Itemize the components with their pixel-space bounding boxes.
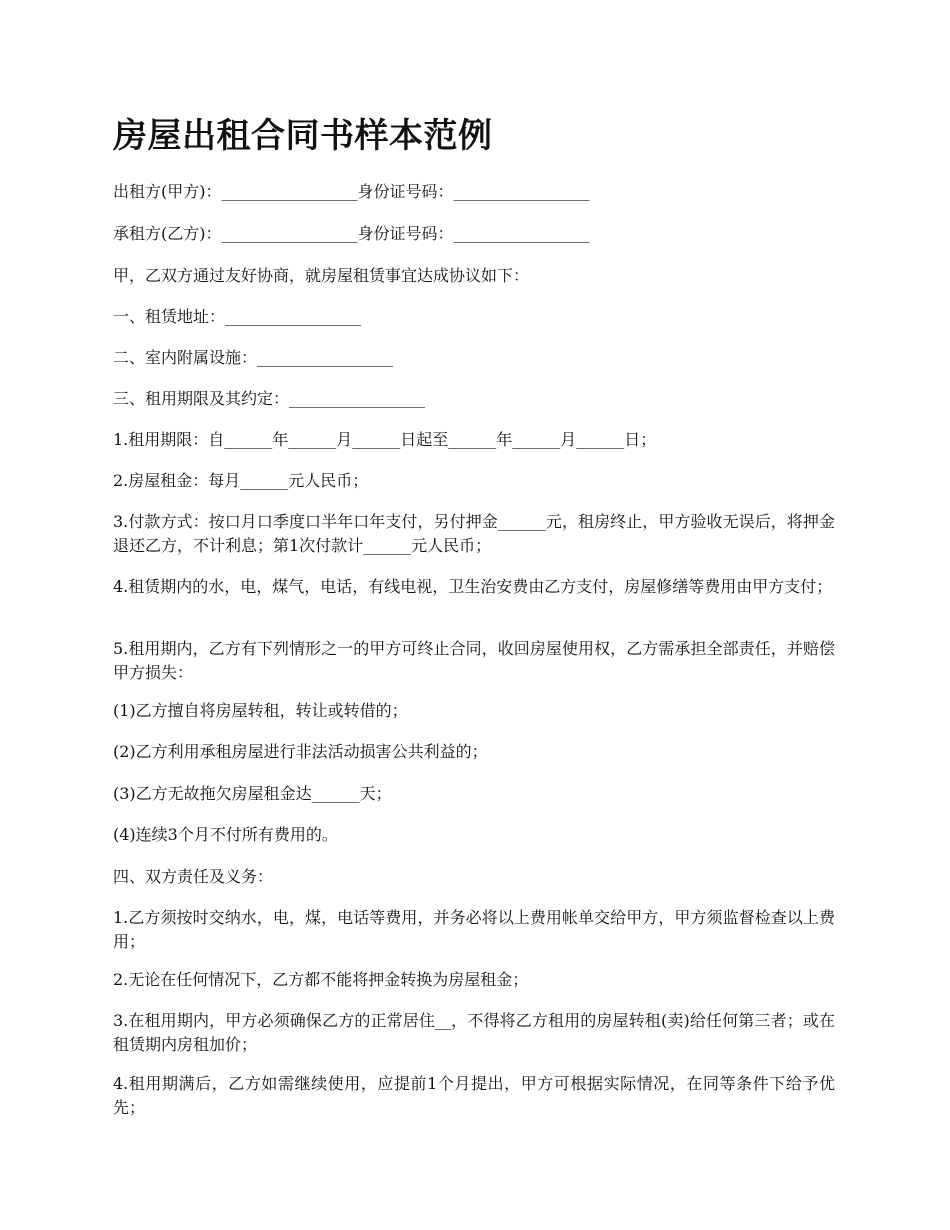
- clause-4-4: 4.租用期满后，乙方如需继续使用，应提前1个月提出，甲方可根据实际情况，在同等条件下给予优先；: [113, 1074, 835, 1117]
- clause-3-2-rent: 2.房屋租金：每月______元人民币；: [113, 471, 369, 490]
- clause-3-5-termination: 5.租用期内，乙方有下列情形之一的甲方可终止合同，收回房屋使用权，乙方需承担全部责任，并赔偿甲方损失：: [113, 639, 835, 682]
- clause-4-2: 2.无论在任何情况下，乙方都不能将押金转换为房屋租金；: [113, 970, 529, 989]
- clause-preamble: 甲，乙双方通过友好协商，就房屋租赁事宜达成协议如下：: [113, 266, 530, 285]
- clause-3-1-period: 1.租用期限：自______年______月______日起至______年______月______日；: [113, 430, 657, 449]
- termination-item-1: (1)乙方擅自将房屋转租，转让或转借的；: [113, 701, 408, 720]
- section-4-responsibilities: 四、双方责任及义务：: [113, 867, 274, 886]
- section-3-term: 三、租用期限及其约定：_________________: [113, 389, 426, 408]
- clause-4-3: 3.在租用期内，甲方必须确保乙方的正常居住__，不得将乙方租用的房屋转租(卖)给任何第三者；或在租赁期内房租加价；: [113, 1011, 835, 1054]
- clause-3-3-payment: 3.付款方式：按口月口季度口半年口年支付，另付押金______元，租房终止，甲方验收无误后，将押金退还乙方，不计利息；第1次付款计______元人民币；: [113, 512, 835, 555]
- clause-lessee: 承租方(乙方)：_________________身份证号码：_________________: [113, 224, 590, 243]
- clause-4-1: 1.乙方须按时交纳水，电，煤，电话等费用，并务必将以上费用帐单交给甲方，甲方须监督检查以上费用；: [113, 908, 835, 951]
- document-title: 房屋出租合同书样本范例: [113, 116, 493, 156]
- termination-item-3: (3)乙方无故拖欠房屋租金达______天；: [113, 784, 392, 803]
- clause-3-4-utilities: 4.租赁期内的水，电，煤气，电话，有线电视，卫生治安费由乙方支付，房屋修缮等费用由甲方支付；: [113, 577, 833, 596]
- termination-item-4: (4)连续3个月不付所有费用的。: [113, 825, 338, 844]
- section-2-facilities: 二、室内附属设施：_________________: [113, 348, 394, 367]
- section-1-address: 一、租赁地址：_________________: [113, 307, 362, 326]
- termination-item-2: (2)乙方利用承租房屋进行非法活动损害公共利益的；: [113, 742, 488, 761]
- clause-lessor: 出租方(甲方)：_________________身份证号码：_________________: [113, 182, 590, 201]
